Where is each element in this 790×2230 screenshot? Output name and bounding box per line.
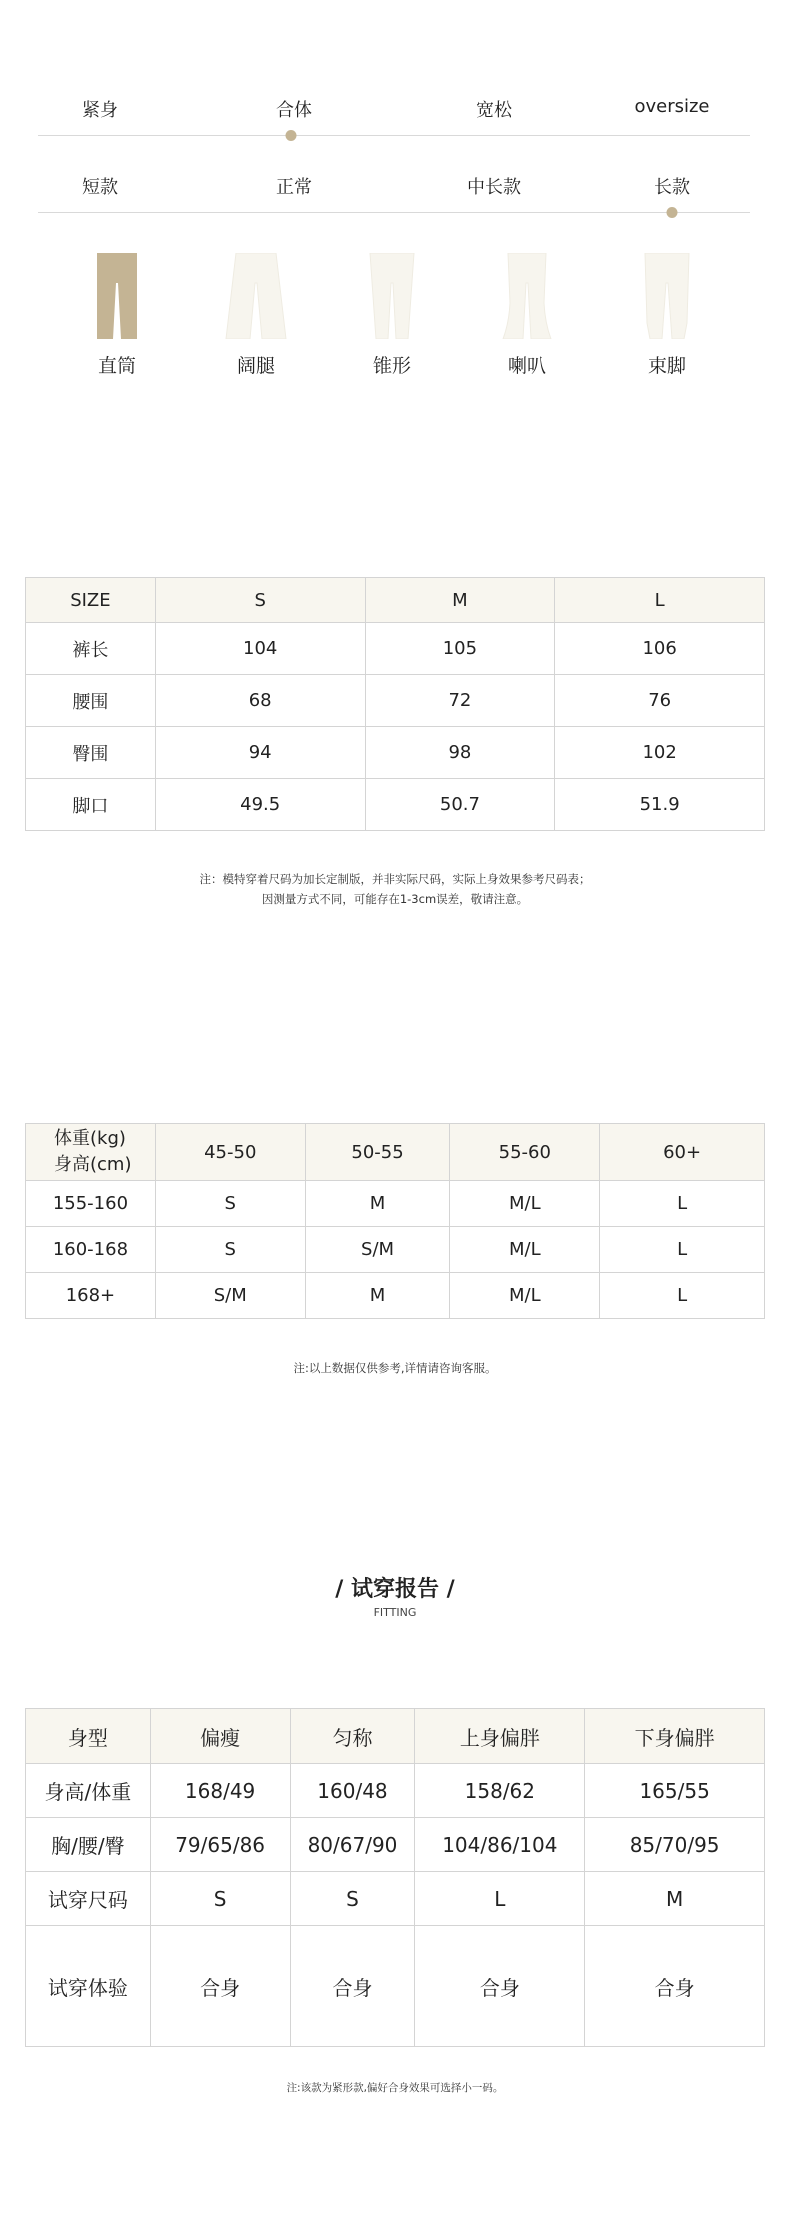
- fit-label-oversize: oversize: [634, 96, 710, 117]
- straight-pants-icon: [94, 253, 140, 339]
- table-cell: 106: [555, 623, 765, 675]
- fit-label-regular: 合体: [276, 100, 312, 121]
- leg-shape-label: 束脚: [647, 355, 686, 377]
- table-cell: L: [600, 1181, 765, 1227]
- fitting-title: / 试穿报告 /: [335, 1577, 455, 1602]
- table-cell: 合身: [290, 1926, 415, 2047]
- table-cell: 80/67/90: [290, 1818, 415, 1872]
- wide-leg-pants-icon: [224, 253, 288, 339]
- row-label: 身高/体重: [26, 1764, 151, 1818]
- table-cell: 158/62: [415, 1764, 585, 1818]
- weight-label: 体重(kg): [54, 1128, 126, 1149]
- length-label-midlong: 中长款: [467, 177, 521, 198]
- header-cell: S: [155, 578, 365, 623]
- fit-scale-marker: [286, 130, 297, 141]
- row-label: 160-168: [26, 1227, 156, 1273]
- table-cell: 49.5: [155, 779, 365, 831]
- table-cell: 165/55: [585, 1764, 765, 1818]
- table-cell: M: [305, 1273, 450, 1319]
- table-row: [26, 779, 765, 831]
- length-scale: [38, 157, 750, 217]
- header-cell: 50-55: [305, 1124, 450, 1181]
- row-label: 裤长: [26, 623, 156, 675]
- table-cell: M/L: [450, 1273, 600, 1319]
- table-row: [26, 623, 765, 675]
- table-cell: 160/48: [290, 1764, 415, 1818]
- table-cell: 79/65/86: [150, 1818, 290, 1872]
- table-cell: 94: [155, 727, 365, 779]
- length-scale-line: [38, 212, 750, 213]
- table-cell: 104: [155, 623, 365, 675]
- table-row: [26, 675, 765, 727]
- table-row: [26, 1926, 765, 2047]
- table-row: [26, 1872, 765, 1926]
- fitting-table: [25, 1708, 765, 2047]
- table-header-row: [26, 1124, 765, 1181]
- fit-label-tight: 紧身: [82, 100, 118, 121]
- table-cell: S: [155, 1227, 305, 1273]
- jogger-pants-icon: [642, 253, 692, 339]
- table-cell: L: [415, 1872, 585, 1926]
- tapered-pants-icon: [367, 253, 417, 339]
- table-cell: M: [585, 1872, 765, 1926]
- leg-shape-label: 直筒: [97, 355, 136, 377]
- size-note-line: 因测量方式不同，可能存在1-3cm误差，敬请注意。: [261, 892, 529, 906]
- table-cell: 98: [365, 727, 555, 779]
- fitting-subtitle: FITTING: [373, 1606, 417, 1619]
- table-cell: M/L: [450, 1227, 600, 1273]
- row-label: 脚口: [26, 779, 156, 831]
- header-cell: 上身偏胖: [415, 1709, 585, 1764]
- table-cell: L: [600, 1227, 765, 1273]
- size-recommend-table: [25, 1123, 765, 1319]
- row-label: 臀围: [26, 727, 156, 779]
- header-cell: 下身偏胖: [585, 1709, 765, 1764]
- header-cell: SIZE: [26, 578, 156, 623]
- fitting-note: 注:该款为紧形款,偏好合身效果可选择小一码。: [286, 2082, 504, 2094]
- row-label: 试穿体验: [26, 1926, 151, 2047]
- leg-shape-label: 阔腿: [236, 355, 275, 377]
- table-cell: 51.9: [555, 779, 765, 831]
- leg-shape-jogger: [607, 253, 727, 378]
- leg-shape-label: 锥形: [372, 355, 411, 377]
- table-row: [26, 727, 765, 779]
- table-cell: 72: [365, 675, 555, 727]
- table-cell: S/M: [305, 1227, 450, 1273]
- table-cell: 68: [155, 675, 365, 727]
- table-cell: 168/49: [150, 1764, 290, 1818]
- height-label: 身高(cm): [54, 1154, 132, 1175]
- table-cell: L: [600, 1273, 765, 1319]
- size-note: [0, 869, 790, 909]
- length-label-normal: 正常: [276, 177, 312, 198]
- row-label: 168+: [26, 1273, 156, 1319]
- table-header-row: [26, 1709, 765, 1764]
- row-label: 胸/腰/臀: [26, 1818, 151, 1872]
- table-cell: S: [155, 1181, 305, 1227]
- table-cell: S/M: [155, 1273, 305, 1319]
- table-cell: 合身: [415, 1926, 585, 2047]
- fit-label-loose: 宽松: [476, 100, 512, 121]
- leg-shape-wide: [196, 253, 316, 378]
- leg-shape-flare: [467, 253, 587, 378]
- row-label: 腰围: [26, 675, 156, 727]
- table-cell: S: [290, 1872, 415, 1926]
- table-cell: 合身: [585, 1926, 765, 2047]
- table-cell: M/L: [450, 1181, 600, 1227]
- leg-shape-straight: [57, 253, 177, 378]
- table-row: [26, 1818, 765, 1872]
- length-scale-marker: [667, 207, 678, 218]
- flare-pants-icon: [501, 253, 553, 339]
- table-cell: 合身: [150, 1926, 290, 2047]
- row-label: 试穿尺码: [26, 1872, 151, 1926]
- header-cell: 55-60: [450, 1124, 600, 1181]
- length-label-long: 长款: [654, 177, 690, 198]
- size-note-line: 注：模特穿着尺码为加长定制版，并非实际尺码，实际上身效果参考尺码表；: [199, 872, 591, 886]
- table-row: [26, 1227, 765, 1273]
- table-row: [26, 1764, 765, 1818]
- table-row: [26, 1273, 765, 1319]
- recommend-note: 注:以上数据仅供参考,详情请咨询客服。: [293, 1361, 497, 1375]
- table-cell: M: [305, 1181, 450, 1227]
- table-cell: 85/70/95: [585, 1818, 765, 1872]
- header-cell: 60+: [600, 1124, 765, 1181]
- corner-header: [26, 1124, 156, 1181]
- header-cell: 45-50: [155, 1124, 305, 1181]
- table-header-row: [26, 578, 765, 623]
- table-cell: 104/86/104: [415, 1818, 585, 1872]
- header-cell: 身型: [26, 1709, 151, 1764]
- table-cell: 50.7: [365, 779, 555, 831]
- table-cell: 76: [555, 675, 765, 727]
- header-cell: 匀称: [290, 1709, 415, 1764]
- table-cell: 102: [555, 727, 765, 779]
- size-table: [25, 577, 765, 831]
- leg-shape-label: 喇叭: [507, 355, 546, 377]
- length-label-short: 短款: [82, 177, 118, 198]
- table-cell: 105: [365, 623, 555, 675]
- row-label: 155-160: [26, 1181, 156, 1227]
- table-row: [26, 1181, 765, 1227]
- table-cell: S: [150, 1872, 290, 1926]
- header-cell: M: [365, 578, 555, 623]
- leg-shape-tapered: [332, 253, 452, 378]
- header-cell: 偏瘦: [150, 1709, 290, 1764]
- header-cell: L: [555, 578, 765, 623]
- fit-scale-line: [38, 135, 750, 136]
- fit-scale: [38, 80, 750, 140]
